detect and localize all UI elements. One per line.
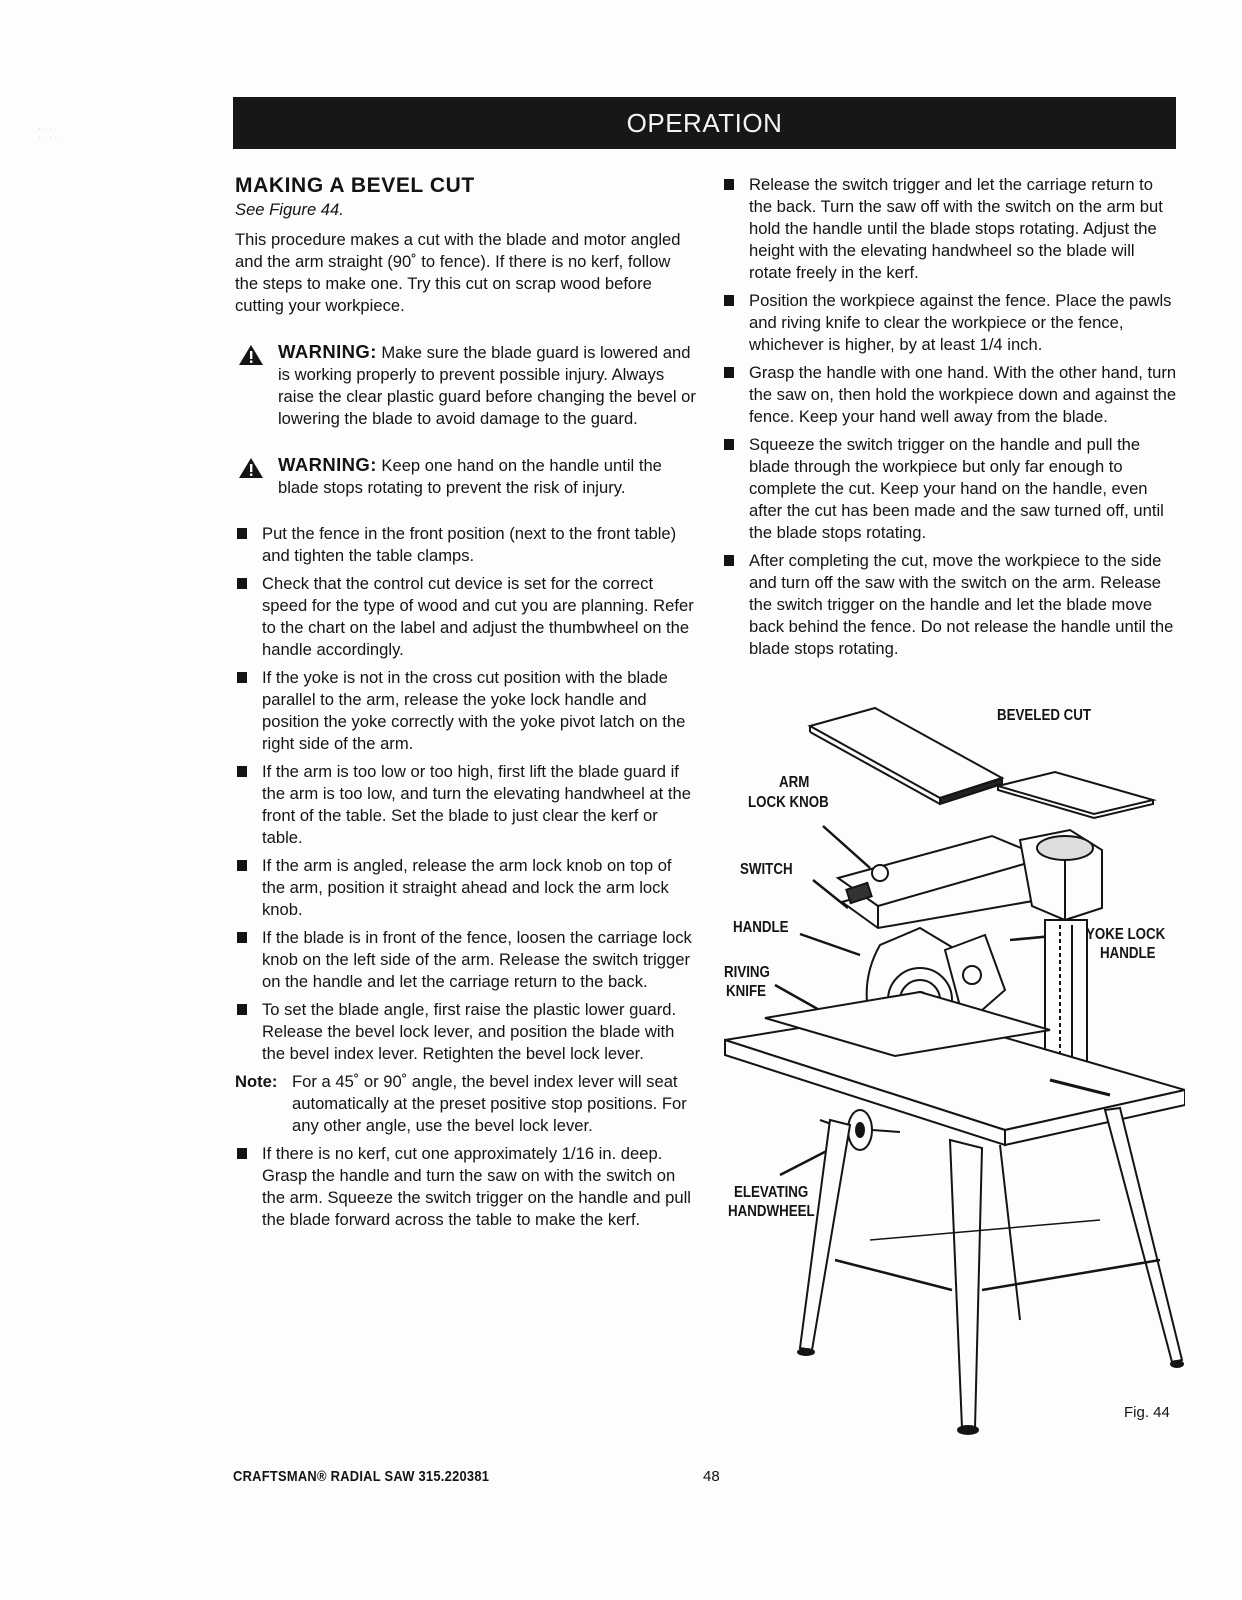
label-elevating-handwheel-line1: ELEVATING bbox=[734, 1184, 809, 1201]
label-riving-knife-line1: RIVING bbox=[724, 964, 770, 981]
list-item: Release the switch trigger and let the carriage return to the back. Turn the saw off with the switch on the arm but hold the handle until the blade stops rotating. Adjust the height with the elevating handwheel so the blade will rotate freely in the kerf. bbox=[722, 174, 1180, 284]
page-title: MAKING A BEVEL CUT bbox=[235, 174, 475, 197]
warning-text bbox=[278, 341, 697, 430]
offcut-board bbox=[998, 772, 1153, 818]
bullet-square-icon bbox=[724, 555, 734, 566]
bullet-square-icon bbox=[237, 932, 247, 943]
bullet-square-icon bbox=[237, 528, 247, 539]
bullet-square-icon bbox=[724, 367, 734, 378]
warning-body: Make sure the blade guard is lowered and is working properly to prevent possible injury. Always raise the clear plastic guard before changing the bevel or lowering the blade to avoid damage to the guard. bbox=[278, 343, 696, 428]
note-block bbox=[235, 1071, 697, 1137]
warning-text bbox=[278, 454, 697, 499]
handle-leader bbox=[800, 934, 860, 955]
saw-arm bbox=[838, 836, 1050, 928]
label-riving-knife-line2: KNIFE bbox=[726, 983, 766, 1000]
bullet-square-icon bbox=[724, 295, 734, 306]
label-arm-lock-knob-line1: ARM bbox=[779, 774, 810, 791]
bullet-square-icon bbox=[237, 860, 247, 871]
label-switch: SWITCH bbox=[740, 861, 793, 878]
list-item: Check that the control cut device is set for the correct speed for the type of wood and cut you are planning. Refer to the chart on the label and adjust the thumbwheel on the handle accordingly. bbox=[235, 573, 697, 661]
list-item: To set the blade angle, first raise the plastic lower guard. Release the bevel lock lever, and position the blade with the bevel index lever. Retighten the bevel lock lever. bbox=[235, 999, 697, 1065]
right-column bbox=[722, 174, 1180, 666]
warning-triangle-icon bbox=[239, 458, 263, 478]
beveled-cut-board bbox=[810, 708, 1002, 804]
label-yoke-lock-line1: YOKE LOCK bbox=[1086, 926, 1166, 943]
warning-block bbox=[235, 341, 697, 430]
bullet-square-icon bbox=[724, 179, 734, 190]
list-item: If the arm is angled, release the arm lock knob on top of the arm, position it straight ahead and lock the arm lock knob. bbox=[235, 855, 697, 921]
footer-brand: CRAFTSMAN® RADIAL SAW 315.220381 bbox=[233, 1468, 490, 1485]
section-header bbox=[233, 97, 1176, 149]
section-header-title: OPERATION bbox=[626, 107, 783, 138]
list-item: If the yoke is not in the cross cut position with the blade parallel to the arm, release the yoke lock handle and position the yoke correctly with the yoke pivot latch on the right side of the arm. bbox=[235, 667, 697, 755]
page-number: 48 bbox=[703, 1468, 720, 1485]
bullet-square-icon bbox=[237, 1148, 247, 1159]
warning-label: WARNING: bbox=[278, 341, 377, 362]
bullet-square-icon bbox=[237, 672, 247, 683]
step-list bbox=[722, 174, 1180, 660]
intro-paragraph: This procedure makes a cut with the blade and motor angled and the arm straight (90˚ to fence). If there is no kerf, follow the steps to make one. Try this cut on scrap wood before cutting your workpiece. bbox=[235, 230, 681, 315]
list-item: If the blade is in front of the fence, loosen the carriage lock knob on the left side of the arm. Release the switch trigger on the handle and let the carriage return to the back. bbox=[235, 927, 697, 993]
scan-margin-marks: · · · · · · · bbox=[38, 123, 58, 142]
label-yoke-lock-line2: HANDLE bbox=[1100, 945, 1156, 962]
left-column bbox=[235, 174, 697, 1237]
bullet-square-icon bbox=[237, 578, 247, 589]
list-item: If there is no kerf, cut one approximately 1/16 in. deep. Grasp the handle and turn the saw on with the switch on the arm. Squeeze the switch trigger on the handle and pull the blade forward across the table to make the kerf. bbox=[235, 1143, 697, 1231]
bullet-square-icon bbox=[724, 439, 734, 450]
label-elevating-handwheel-line2: HANDWHEEL bbox=[728, 1203, 815, 1220]
bullet-square-icon bbox=[237, 1004, 247, 1015]
saw-stand bbox=[798, 1108, 1183, 1434]
warning-body: Keep one hand on the handle until the blade stops rotating to prevent the risk of injury. bbox=[278, 456, 662, 497]
list-item: Grasp the handle with one hand. With the other hand, turn the saw on, then hold the workpiece down and against the fence. Keep your hand well away from the blade. bbox=[722, 362, 1180, 428]
label-beveled-cut: BEVELED CUT bbox=[997, 707, 1092, 724]
switch-leader bbox=[813, 880, 848, 908]
arm-lock-leader bbox=[823, 826, 870, 868]
step-list bbox=[235, 523, 697, 1065]
step-list-final bbox=[235, 1143, 697, 1231]
label-handle: HANDLE bbox=[733, 919, 789, 936]
list-item: Squeeze the switch trigger on the handle and pull the blade through the workpiece but only far enough to complete the cut. Keep your hand on the handle, even after the cut has been made and the saw turned off, until the blade stops rotating. bbox=[722, 434, 1180, 544]
motor-housing bbox=[1020, 830, 1102, 920]
label-arm-lock-knob-line2: LOCK KNOB bbox=[748, 794, 829, 811]
warning-triangle-icon bbox=[239, 345, 263, 365]
bullet-square-icon bbox=[237, 766, 247, 777]
list-item: If the arm is too low or too high, first lift the blade guard if the arm is too low, and turn the elevating handwheel at the front of the table. Set the blade to just clear the kerf or table. bbox=[235, 761, 697, 849]
list-item: Position the workpiece against the fence. Place the pawls and riving knife to clear the workpiece or the fence, whichever is higher, by at least 1/4 inch. bbox=[722, 290, 1180, 356]
note-text: For a 45˚ or 90˚ angle, the bevel index lever will seat automatically at the preset positive stop positions. For any other angle, use the bevel lock lever. bbox=[292, 1072, 687, 1135]
list-item: After completing the cut, move the workpiece to the side and turn off the saw with the switch on the arm. Release the switch trigger on the handle and let the blade move back behind the fence. Do not release the handle until the blade stops rotating. bbox=[722, 550, 1180, 660]
warning-block bbox=[235, 454, 697, 499]
figure-reference: See Figure 44. bbox=[235, 200, 344, 219]
figure-caption: Fig. 44 bbox=[1124, 1404, 1170, 1421]
warning-label: WARNING: bbox=[278, 454, 377, 475]
list-item: Put the fence in the front position (next to the front table) and tighten the table clamps. bbox=[235, 523, 697, 567]
note-label: Note: bbox=[235, 1072, 278, 1091]
